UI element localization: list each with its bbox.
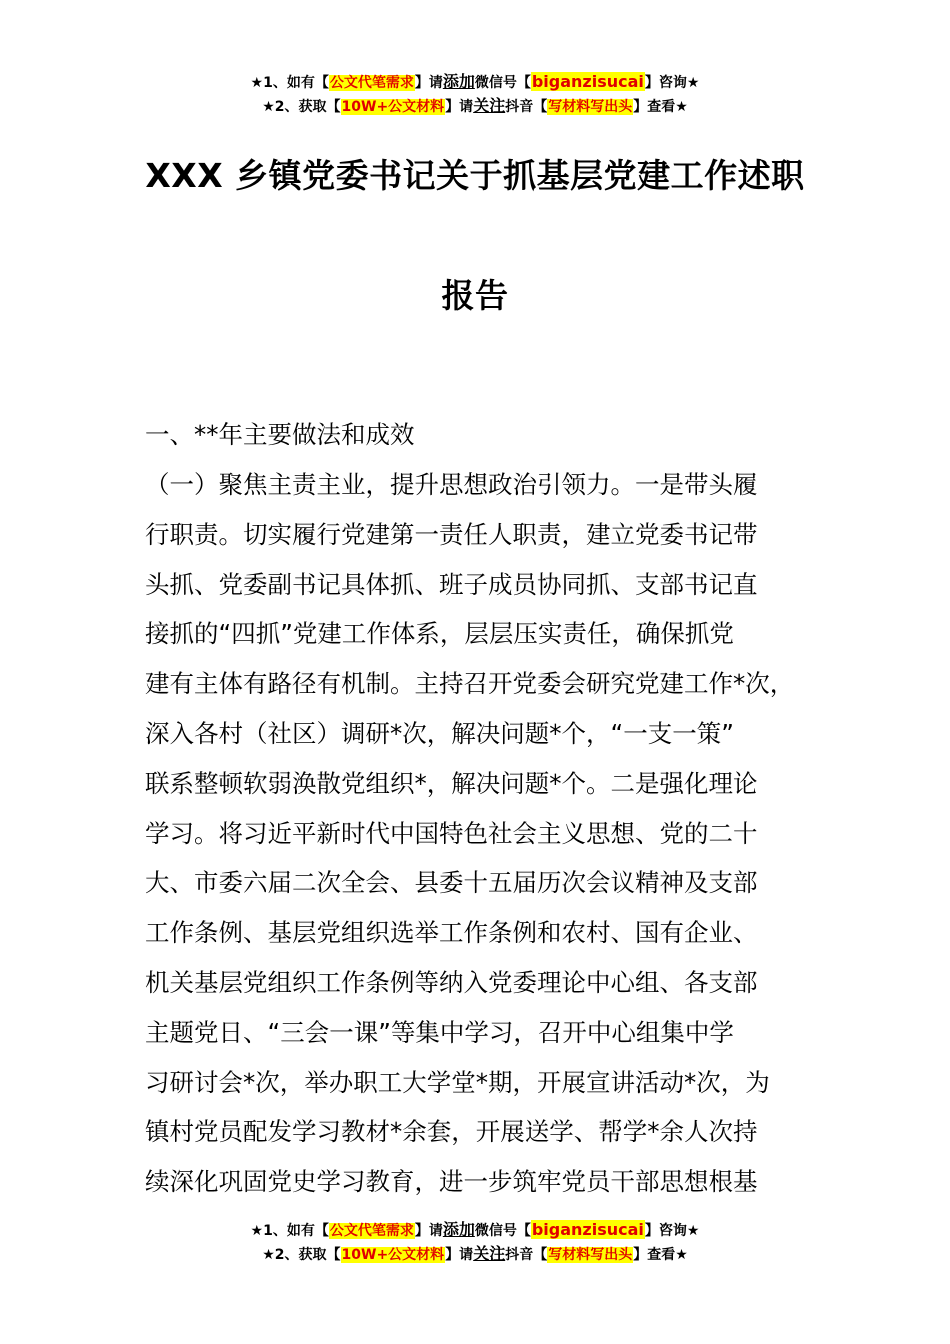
banner-line-1 [0, 70, 950, 94]
paragraph-line: （一）聚焦主责主业，提升思想政治引领力。一是带头履 [145, 470, 758, 499]
banner-highlight: 公文代笔需求 [329, 1223, 414, 1239]
banner-emphasis: 添加 [442, 1220, 475, 1239]
banner-text: 】查看★ [633, 99, 688, 115]
banner-text: 】请 [414, 1223, 443, 1239]
banner-douyin-id: 写材料写出头 [548, 1247, 633, 1263]
banner-text: 】请 [445, 1247, 474, 1263]
banner-text: 】咨询★ [644, 1223, 700, 1239]
paragraph-line: 习研讨会*次，举办职工大学堂*期，开展宣讲活动*次，为 [145, 1067, 770, 1097]
banner-emphasis: 关注 [473, 1244, 506, 1263]
paragraph-line: 续深化巩固党史学习教育，进一步筑牢党员干部思想根基 [145, 1167, 758, 1197]
banner-wechat-id: biganzisucai [531, 1220, 644, 1239]
paragraph-line: 机关基层党组织工作条例等纳入党委理论中心组、各支部 [145, 967, 758, 997]
paragraph-line: 深入各村（社区）调研*次，解决问题*个，“一支一策” [145, 718, 734, 748]
header-banner [0, 70, 950, 118]
banner-text: 】请 [445, 99, 474, 115]
paragraph-line: 行职责。切实履行党建第一责任人职责，建立党委书记带 [145, 519, 758, 549]
banner-highlight: 公文代笔需求 [329, 75, 414, 91]
banner-text: 抖音【 [505, 1247, 548, 1263]
banner-text: 】请 [414, 75, 443, 91]
footer-banner [0, 1218, 950, 1266]
banner-text: ★1、如有【 [250, 1223, 329, 1239]
paragraph-line: 联系整顿软弱涣散党组织*，解决问题*个。二是强化理论 [145, 768, 758, 798]
banner-highlight: 10W+公文材料 [341, 1247, 445, 1263]
banner-text: 】查看★ [633, 1247, 688, 1263]
paragraph-line: 头抓、党委副书记具体抓、班子成员协同抓、支部书记直 [145, 569, 758, 599]
banner-text: 微信号【 [474, 1223, 531, 1239]
banner-text: ★1、如有【 [250, 75, 329, 91]
section-heading: 一、**年主要做法和成效 [145, 420, 415, 449]
banner-emphasis: 添加 [442, 72, 475, 91]
banner-wechat-id: biganzisucai [531, 72, 644, 91]
paragraph-line: 接抓的“四抓”党建工作体系，层层压实责任，确保抓党 [145, 619, 734, 649]
banner-text: ★2、获取【 [262, 99, 341, 115]
banner-emphasis: 关注 [473, 96, 506, 115]
paragraph-line: 大、市委六届二次全会、县委十五届历次会议精神及支部 [145, 868, 758, 898]
paragraph-line: 工作条例、基层党组织选举工作条例和农村、国有企业、 [145, 918, 758, 948]
paragraph-line: 镇村党员配发学习教材*余套，开展送学、帮学*余人次持 [145, 1117, 758, 1147]
banner-text: 微信号【 [474, 75, 531, 91]
banner-text: 】咨询★ [644, 75, 700, 91]
banner-line-1 [0, 1218, 950, 1242]
body-paragraph [145, 460, 835, 1207]
paragraph-line: 建有主体有路径有机制。主持召开党委会研究党建工作*次， [145, 669, 795, 699]
banner-line-2 [0, 94, 950, 118]
banner-text: ★2、获取【 [262, 1247, 341, 1263]
paragraph-line: 学习。将习近平新时代中国特色社会主义思想、党的二十 [145, 818, 758, 848]
document-title-line-2: 报告 [441, 276, 509, 315]
banner-line-2 [0, 1242, 950, 1266]
banner-highlight: 10W+公文材料 [341, 99, 445, 115]
banner-text: 抖音【 [505, 99, 548, 115]
banner-douyin-id: 写材料写出头 [548, 99, 633, 115]
paragraph-line: 主题党日、“三会一课”等集中学习，召开中心组集中学 [145, 1017, 734, 1047]
document-title-line-1: XXX 乡镇党委书记关于抓基层党建工作述职 [145, 156, 805, 195]
